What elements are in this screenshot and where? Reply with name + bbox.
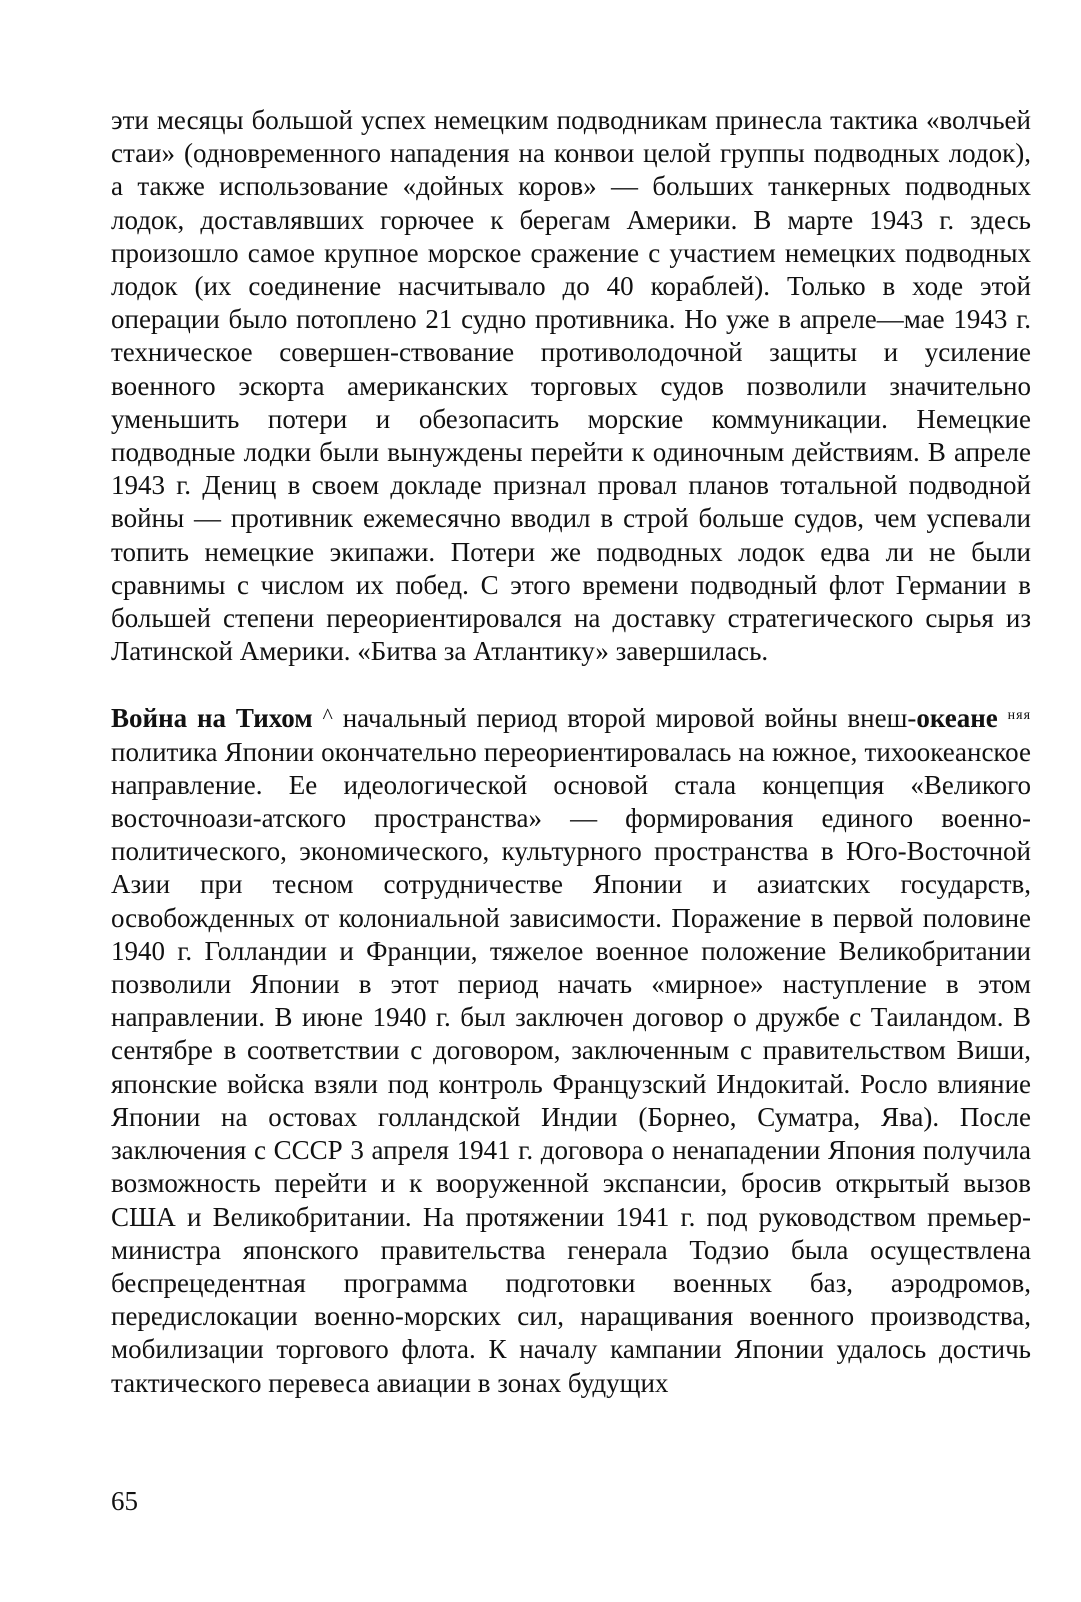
section-heading-end: океане <box>916 703 998 734</box>
small-fragment: няя <box>1007 708 1032 724</box>
paragraph-pacific-war <box>111 699 1031 1399</box>
page-body <box>111 104 1031 1400</box>
paragraph-text-a: начальный период второй мировой войны внеш- <box>342 703 917 734</box>
section-heading-start: Война на Тихом <box>111 703 313 734</box>
caret-marker: ^ <box>322 703 333 729</box>
page-number: 65 <box>111 1486 138 1516</box>
paragraph-text-b: политика Японии окончательно переориентировалась на южное, тихоокеанское направление. Ее идеологической основой стала концепция «Великого восточноази-атского пространства» — формирования единого военно-политического, экономического, культурного пространства в Юго-Восточной Азии при тесном сотрудничестве Японии и азиатских государств, освобожденных от колониальной зависимости. Поражение в первой половине 1940 г. Голландии и Франции, тяжелое военное положение Великобритании позволили Японии в этот период начать «мирное» наступление в этом направлении. В июне 1940 г. был заключен договор о дружбе с Таиландом. В сентябре в соответствии с договором, заключенным с правительством Виши, японские войска взяли под контроль Французский Индокитай. Росло влияние Японии на остовах голландской Индии (Борнео, Суматра, Ява). После заключения с СССР 3 апреля 1941 г. договора о ненападении Япония получила возможность перейти и к вооруженной экспансии, бросив открытый вызов США и Великобритании. На протяжении 1941 г. под руководством премьер-министра японского правительства генерала Тодзио была осуществлена беспрецедентная программа подготовки военных баз, аэродромов, передислокации военно-морских сил, наращивания военного производства, мобилизации торгового флота. К началу кампании Японии удалось достичь тактического перевеса авиации в зонах будущих <box>111 736 1031 1398</box>
paragraph-atlantic: эти месяцы большой успех немецким подводникам принесла тактика «волчьей стаи» (одновременного нападения на конвои целой группы подводных лодок), а также использование «дойных коров» — больших танкерных подводных лодок, доставлявших горючее к берегам Америки. В марте 1943 г. здесь произошло самое крупное морское сражение с участием немецких подводных лодок (их соединение насчитывало до 40 кораблей). Только в ходе этой операции было потоплено 21 судно противника. Но уже в апреле—мае 1943 г. техническое совершен-ствование противолодочной защиты и усиление военного эскорта американских торговых судов позволили значительно уменьшить потери и обезопасить морские коммуникации. Немецкие подводные лодки были вынуждены перейти к одиночным действиям. В апреле 1943 г. Дениц в своем докладе признал провал планов тотальной подводной войны — противник ежемесячно вводил в строй больше судов, чем успевали топить немецкие экипажи. Потери же подводных лодок едва ли не были сравнимы с числом их побед. С этого времени подводный флот Германии в большей степени переориентировался на доставку стратегического сырья из Латинской Америки. «Битва за Атлантику» завершилась. <box>111 105 1031 667</box>
